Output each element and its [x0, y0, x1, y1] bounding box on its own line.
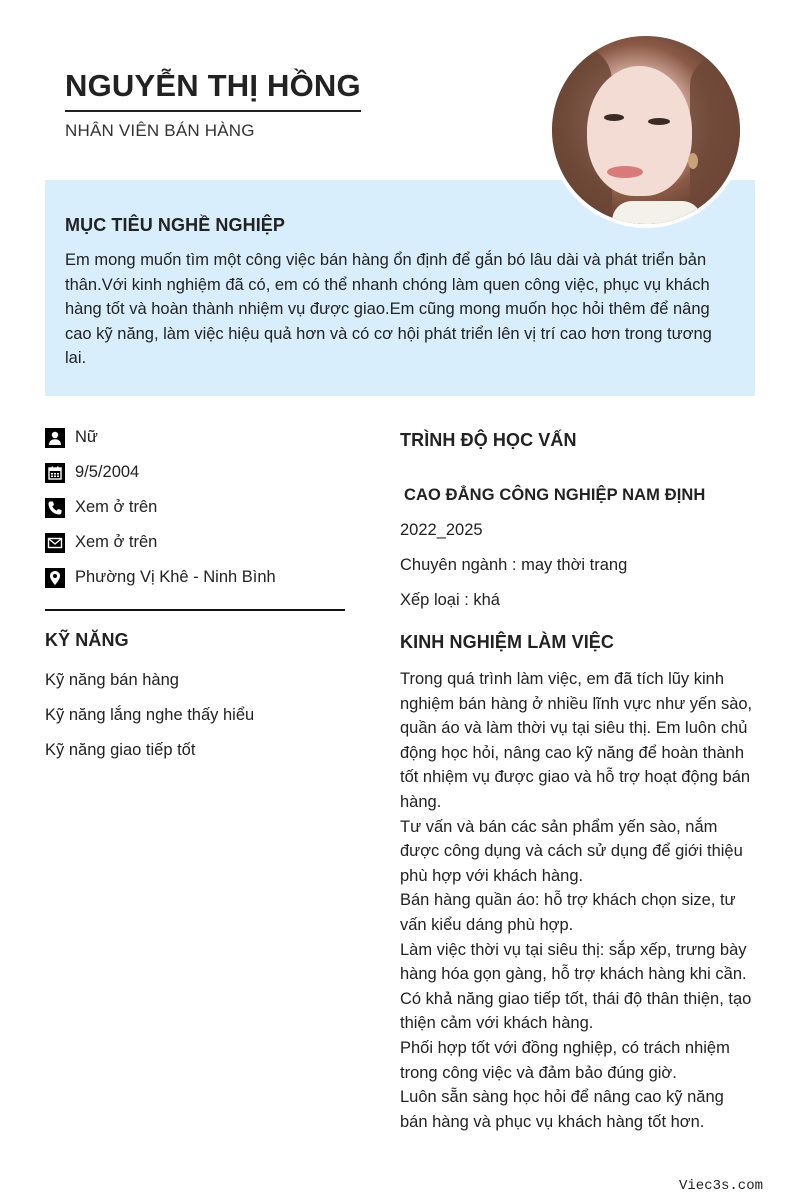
- profile-photo: [552, 36, 740, 224]
- objective-text: Em mong muốn tìm một công việc bán hàng ổn định để gắn bó lâu dài và phát triển bản thân.Với kinh nghiệm đã có, em có thể nhanh chóng làm quen công việc, phục vụ khách hàng tốt và hoàn thành nhiệm vụ được giao.Em cũng mong muốn học hỏi thêm để nâng cao kỹ năng, làm việc hiệu quả hơn và có cơ hội phát triển lên vị trí cao hơn trong tương lai.: [65, 251, 712, 368]
- experience-paragraph: Phối hợp tốt với đồng nghiệp, có trách nhiệm trong công việc và đảm bảo đúng giờ.: [400, 1038, 730, 1082]
- education-heading: TRÌNH ĐỘ HỌC VẤN: [400, 430, 577, 450]
- experience-paragraph: Có khả năng giao tiếp tốt, thái độ thân thiện, tạo thiện cảm với khách hàng.: [400, 989, 752, 1033]
- skill-item: Kỹ năng giao tiếp tốt: [45, 741, 196, 759]
- info-phone: [45, 490, 345, 525]
- birthday-value: 9/5/2004: [75, 463, 140, 481]
- experience-text: [400, 667, 755, 1134]
- candidate-job-title: NHÂN VIÊN BÁN HÀNG: [65, 121, 255, 140]
- info-address: [45, 560, 345, 595]
- experience-paragraph: Bán hàng quần áo: hỗ trợ khách chọn size, tư vấn kiểu dáng phù hợp.: [400, 891, 736, 934]
- calendar-icon: [45, 463, 65, 483]
- experience-paragraph: Luôn sẵn sàng học hỏi để nâng cao kỹ năng bán hàng và phục vụ khách hàng tốt hơn.: [400, 1088, 724, 1131]
- education-years: 2022_2025: [400, 521, 483, 539]
- experience-paragraph: Làm việc thời vụ tại siêu thị: sắp xếp, trưng bày hàng hóa gọn gàng, hỗ trợ khách hàng khi cần.: [400, 940, 747, 984]
- right-column: [400, 430, 755, 1134]
- section-divider: [45, 609, 345, 611]
- location-pin-icon: [45, 568, 65, 588]
- person-icon: [45, 428, 65, 448]
- left-column: [45, 420, 345, 768]
- phone-value: Xem ở trên: [75, 498, 158, 516]
- address-value: Phường Vị Khê - Ninh Bình: [75, 568, 276, 586]
- phone-icon: [45, 498, 65, 518]
- info-birthday: [45, 455, 345, 490]
- experience-paragraph: Trong quá trình làm việc, em đã tích lũy kinh nghiệm bán hàng ở nhiều lĩnh vực như yến sào, quần áo và làm thời vụ tại siêu thị. Em luôn chủ động học hỏi, nâng cao kỹ năng để hoàn thành tốt nhiệm vụ được giao và hỗ trợ hoạt động bán hàng.: [400, 670, 753, 811]
- experience-paragraph: Tư vấn và bán các sản phẩm yến sào, nắm được công dụng và cách sử dụng để giới thiệu phù hợp với khách hàng.: [400, 817, 743, 885]
- education-school: CAO ĐẲNG CÔNG NGHIỆP NAM ĐỊNH: [404, 486, 706, 504]
- candidate-name: NGUYỄN THỊ HỒNG: [65, 68, 361, 112]
- info-email: [45, 525, 345, 560]
- gender-value: Nữ: [75, 428, 98, 446]
- skill-item: Kỹ năng lắng nghe thấy hiểu: [45, 706, 255, 724]
- email-value: Xem ở trên: [75, 533, 158, 551]
- cv-header: [65, 68, 361, 141]
- info-gender: [45, 420, 345, 455]
- mail-icon: [45, 533, 65, 553]
- avatar: [548, 32, 744, 228]
- skill-item: Kỹ năng bán hàng: [45, 671, 179, 689]
- objective-heading: MỤC TIÊU NGHỀ NGHIỆP: [65, 215, 286, 235]
- education-major: Chuyên ngành : may thời trang: [400, 556, 628, 574]
- watermark: Viec3s.com: [678, 1178, 763, 1194]
- education-grade: Xếp loại : khá: [400, 591, 500, 609]
- skills-heading: KỸ NĂNG: [45, 630, 129, 650]
- experience-heading: KINH NGHIỆM LÀM VIỆC: [400, 632, 615, 652]
